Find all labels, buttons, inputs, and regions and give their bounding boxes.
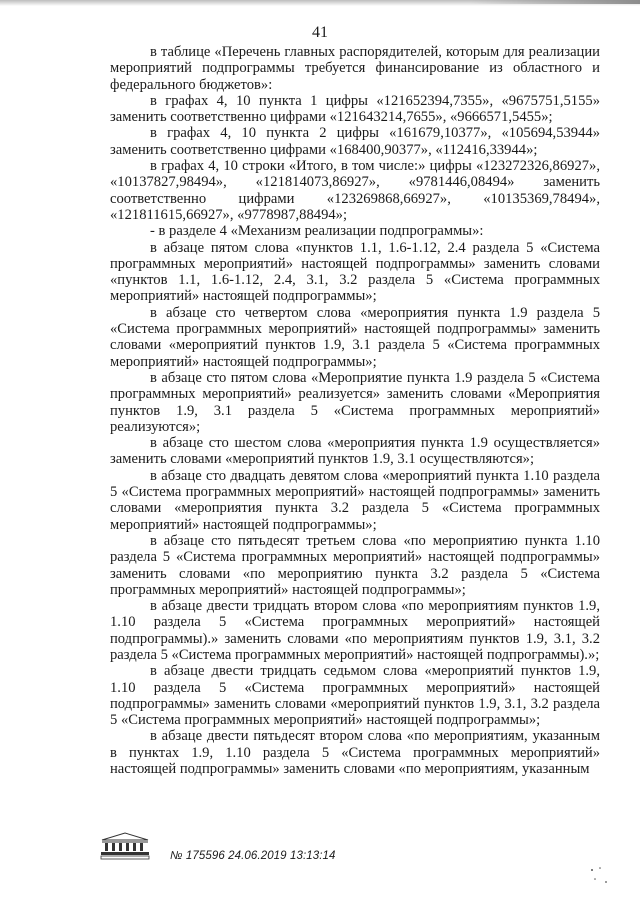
paragraph: в абзаце сто пятом слова «Мероприятие пункта 1.9 раздела 5 «Система программных мероприятий» реализуется» заменить словами «Мероприятия пунктов 1.9, 3.1 раздела 5 «Система программных мероприятий» реализуются»; xyxy=(110,369,600,435)
paragraph: в абзаце сто пятьдесят третьем слова «по мероприятию пункта 1.10 раздела 5 «Система программных мероприятий» настоящей подпрограммы» заменить словами «по мероприятию пункта 3.2 раздела 5 «Система программных мероприятий» настоящей подпрограммы»; xyxy=(110,532,600,598)
paragraph: в абзаце двести тридцать втором слова «по мероприятиям пунктов 1.9, 1.10 раздела 5 «Система программных мероприятий» настоящей подпрограммы).» заменить словами «по мероприятиям пунктов 1.9, 3.1, 3.2 раздела 5 «Система программных мероприятий» настоящей подпрограммы).»; xyxy=(110,598,600,663)
document-body xyxy=(110,44,600,777)
footer xyxy=(0,828,640,868)
paragraph: - в разделе 4 «Механизм реализации подпрограммы»: xyxy=(150,223,484,240)
paragraph: в абзаце двести пятьдесят втором слова «по мероприятиям, указанным в пунктах 1.9, 1.10 раздела 5 «Система программных мероприятий» настоящей подпрограммы» заменить словами «по мероприятиям, указанным xyxy=(110,728,600,778)
paragraph: в абзаце двести тридцать седьмом слова «мероприятий пунктов 1.9, 1.10 раздела 5 «Система программных мероприятий» настоящей подпрограммы» заменить словами «мероприятий пунктов 1.9, 3.1, 3.2 раздела 5 «Система программных мероприятий» настоящей подпрограммы»; xyxy=(110,663,600,729)
paragraph: в графах 4, 10 пункта 2 цифры «161679,10377», «105694,53944» заменить соответственно цифрами «168400,90377», «112416,33944»; xyxy=(110,125,600,158)
page-number: 41 xyxy=(312,24,328,41)
paragraph: в графах 4, 10 строки «Итого, в том числе:» цифры «123272326,86927», «10137827,98494», «121814073,86927», «9781446,08494» заменить соответственно цифрами «123269868,66927», «10135369,78494», «121811615,66927», «9778987,88494»; xyxy=(110,158,600,223)
registry-stamp-icon xyxy=(98,831,152,861)
paragraph: в абзаце сто двадцать девятом слова «мероприятий пункта 1.10 раздела 5 «Система программных мероприятий» настоящей подпрограммы» заменить словами «мероприятия пункта 3.2 раздела 5 «Система программных мероприятий» настоящей подпрограммы»; xyxy=(110,467,600,533)
scan-marks xyxy=(586,862,616,892)
paragraph: в абзаце пятом слова «пунктов 1.1, 1.6-1.12, 2.4 раздела 5 «Система программных мероприятий» настоящей подпрограммы» заменить словами «пунктов 1.1, 1.6-1.12, 2.4, 3.1, 3.2 раздела 5 «Система программных мероприятий» настоящей подпрограммы»; xyxy=(110,239,600,305)
paragraph: в абзаце сто четвертом слова «мероприятия пункта 1.9 раздела 5 «Система программных мероприятий» настоящей подпрограммы» заменить словами «мероприятий пунктов 1.9, 3.1 раздела 5 «Система программных мероприятий» настоящей подпрограммы»; xyxy=(110,304,600,370)
paragraph: в таблице «Перечень главных распорядителей, которым для реализации мероприятий подпрограммы требуется финансирование из областного и федерального бюджетов»: xyxy=(110,44,600,93)
scan-streak xyxy=(470,0,640,4)
paragraph: в абзаце сто шестом слова «мероприятия пункта 1.9 осуществляется» заменить словами «мероприятий пунктов 1.9, 3.1 осуществляются»; xyxy=(110,435,600,468)
registration-number: № 175596 24.06.2019 13:13:14 xyxy=(170,850,336,862)
paragraph: в графах 4, 10 пункта 1 цифры «121652394,7355», «9675751,5155» заменить соответственно цифрами «121643214,7655», «9666571,5455»; xyxy=(110,92,600,126)
